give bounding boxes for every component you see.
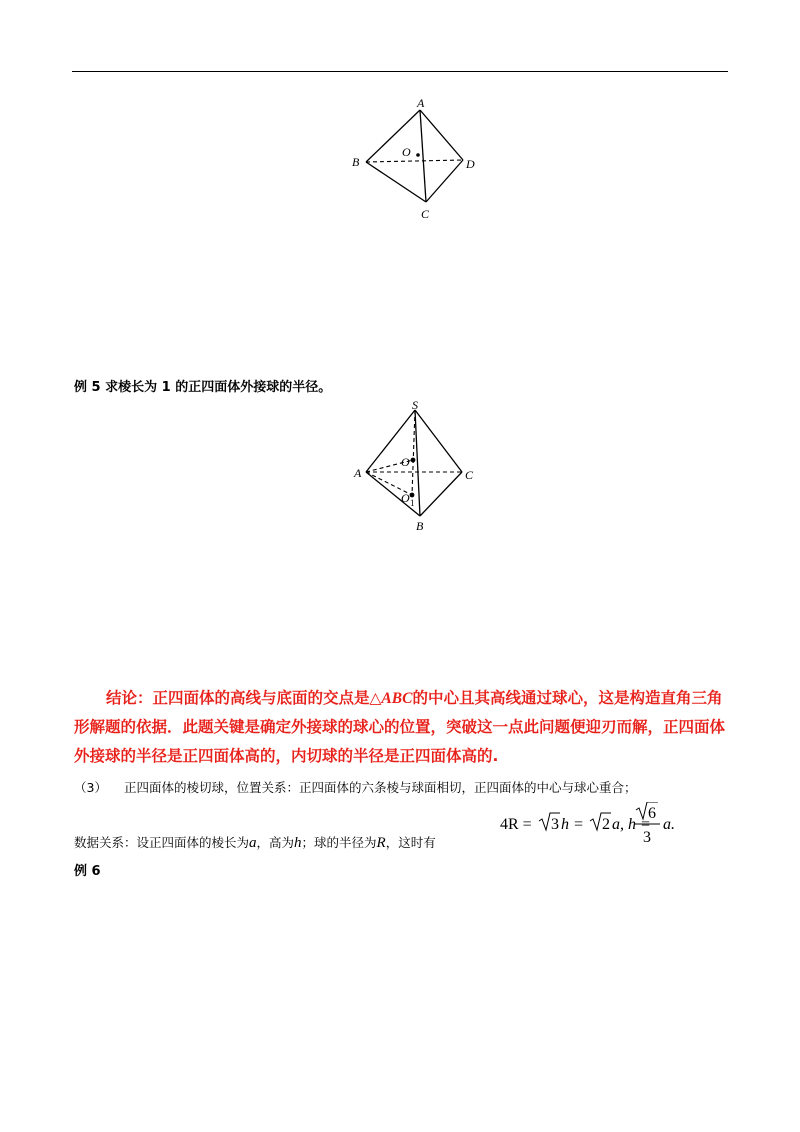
formula-h-term: h = [561,816,584,833]
example-6-heading: 例 6 [74,864,101,879]
center-label-o1: O [401,491,410,505]
vertex-label-c: C [421,207,430,221]
variable-r: R [376,835,386,851]
formula-denominator: 3 [643,829,651,846]
vertex-label-b: B [416,519,424,533]
data-relation-text-4: ，这时有 [385,835,436,850]
conclusion-prefix: 结论：正四面体的高线与底面的交点是 [106,689,370,707]
triangle-abc: △ABC [369,690,413,707]
example-5-heading: 例 5 求棱长为 1 的正四面体外接球的半径。 [74,380,332,395]
center-label-o: O [402,145,411,159]
tetrahedron-figure-1 [346,96,486,224]
formula-sqrt3: 3 [551,816,559,833]
variable-a: a [249,835,257,851]
item-3-text: 正四面体的棱切球，位置关系：正四面体的六条棱与球面相切，正四面体的中心与球心重合； [124,780,637,795]
data-relation-line [74,833,436,852]
variable-h: h [294,835,302,851]
vertex-label-s: S [412,398,418,412]
item-3 [74,778,637,796]
conclusion-suffix: 的中心且其高线通过球心，这是构造直角三角形解题的依据．此题关键是确定外接球的球心的位置，突破这一点此问题便迎刃而解，正四面体外接球的半径是正四面体高的，内切球的半径是正四面体高的. [74,689,726,765]
vertex-label-c: C [465,468,474,482]
formula-a-end: a. [663,816,675,833]
vertex-label-b: B [352,155,360,169]
center-label-o: O [401,455,410,469]
data-relation-text-1: 数据关系：设正四面体的棱长为 [74,835,250,850]
conclusion-paragraph [74,684,728,771]
formula-sqrt6: 6 [648,805,656,822]
tetrahedron-figure-2 [346,396,486,536]
formula-a-term: a, h = [612,816,651,833]
vertex-label-a: A [354,466,362,480]
center-label-o1-subscript: 1 [410,498,415,508]
data-relation-text-2: ，高为 [256,835,295,850]
formula-sqrt2: 2 [602,816,610,833]
vertex-label-a: A [417,96,425,110]
item-3-number: （3） [74,780,107,795]
formula-lhs: 4R = [500,816,532,833]
vertex-label-d: D [466,157,475,171]
header-rule [72,71,728,72]
data-relation-text-3: ；球的半径为 [301,835,377,850]
formula-4r [498,802,708,856]
